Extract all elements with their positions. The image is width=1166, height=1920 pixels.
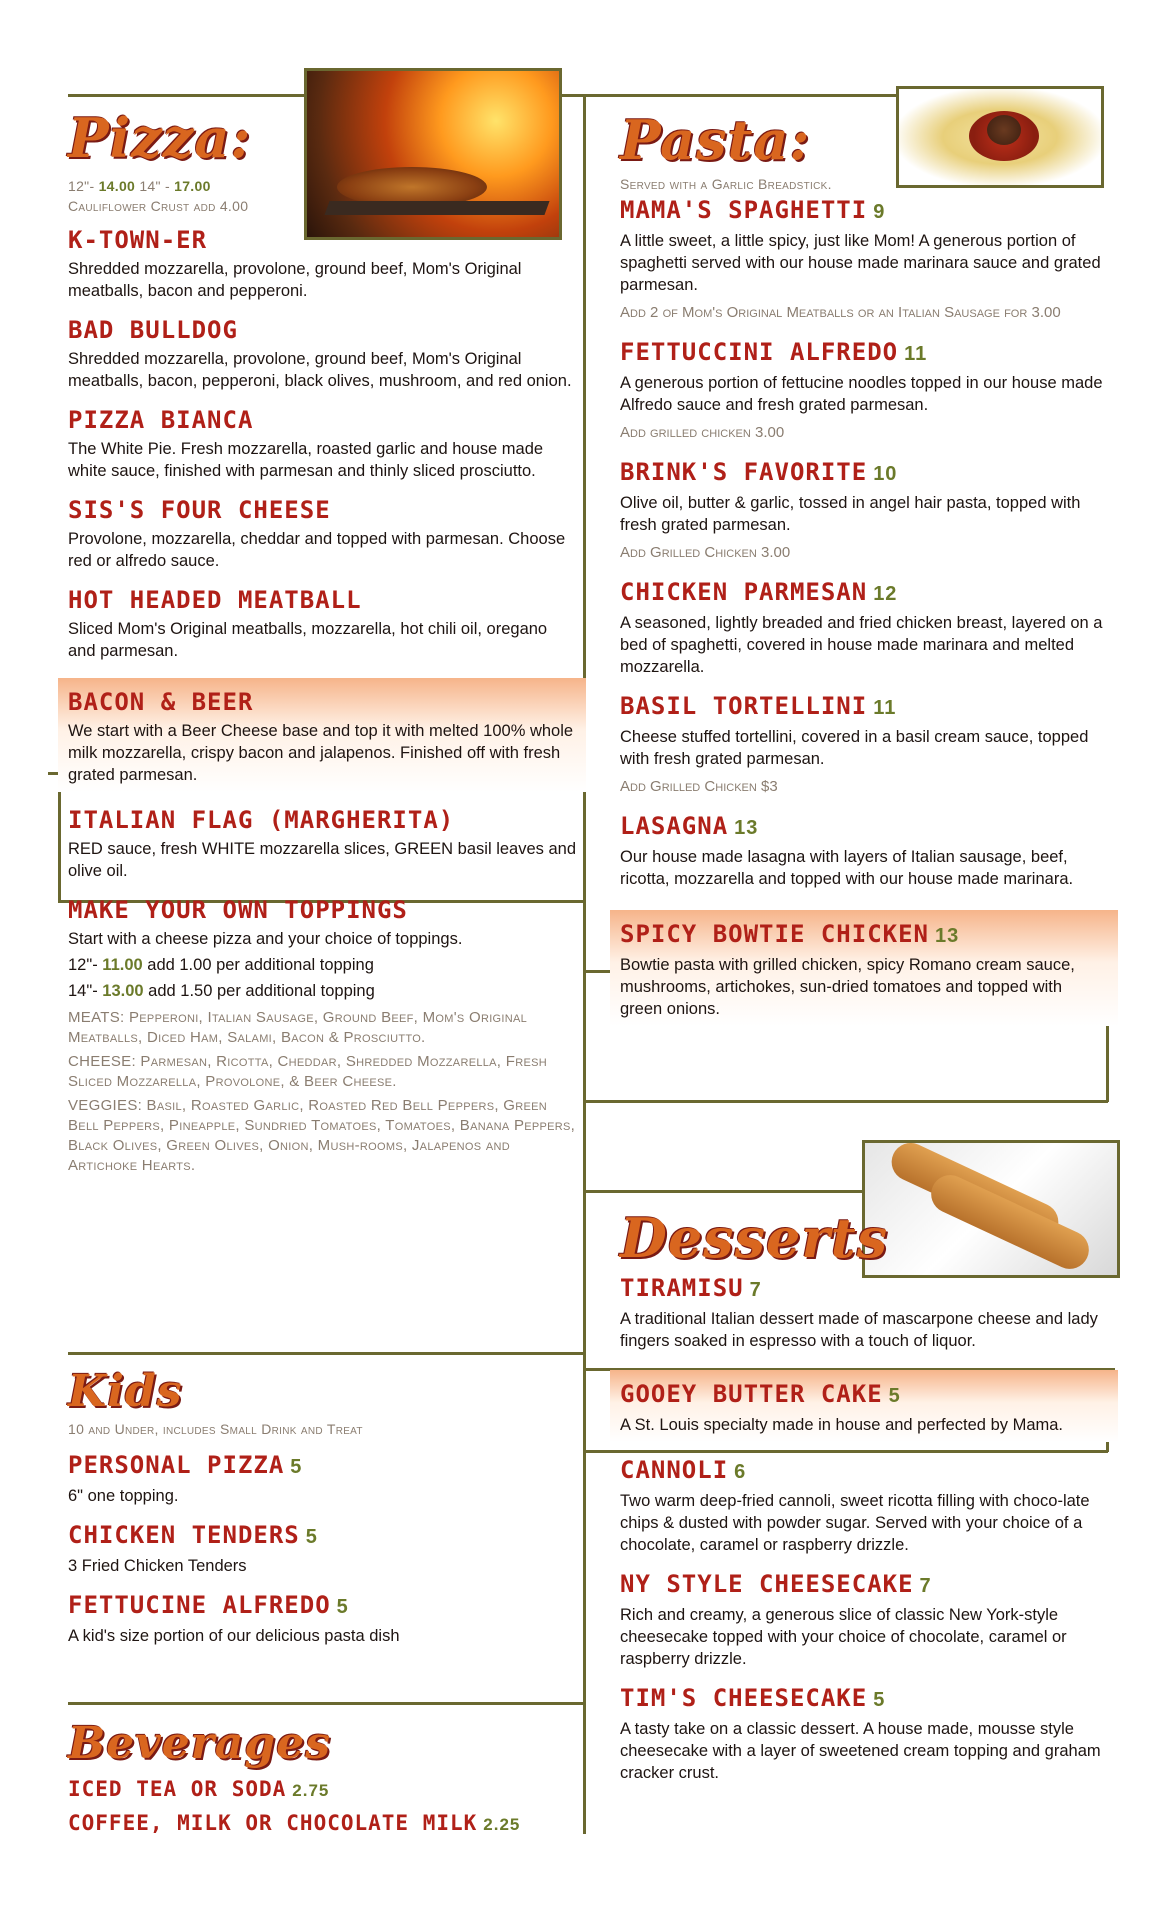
menu-item: CHICKEN TENDERS 5 3 Fried Chicken Tenders bbox=[68, 1521, 318, 1575]
menu-item-featured: GOOEY BUTTER CAKE 5 A St. Louis specialty made in house and perfected by Mama. bbox=[610, 1370, 1118, 1442]
menu-item-featured: BACON & BEER We start with a Beer Cheese base and top it with melted 100% whole milk mozzarella, crispy bacon and jalapenos. Finished off with fresh grated parmesan. bbox=[58, 678, 586, 792]
menu-item: CANNOLI 6 Two warm deep-fried cannoli, sweet ricotta filling with choco-late chips & dusted with powder sugar. Served with your choice of a chocolate, caramel or raspberry drizzle. bbox=[620, 1456, 1090, 1554]
menu-item: TIRAMISU 7 A traditional Italian dessert made of mascarpone cheese and lady fingers soaked in espresso with a touch of liquor. bbox=[620, 1274, 1098, 1350]
menu-item: MAMA'S SPAGHETTI 9 A little sweet, a little spicy, just like Mom! A generous portion of spaghetti served with our house made marinara sauce and grated parmesan. Add 2 of Mom's Original Meatballs or an Italian Sausage for 3.00 bbox=[620, 196, 1101, 321]
frame-top-left bbox=[68, 94, 306, 97]
pizza-section bbox=[68, 106, 576, 1190]
beverages-title: Beverages bbox=[68, 1718, 331, 1769]
frame-kids-divider bbox=[68, 1352, 585, 1355]
menu-item-featured: SPICY BOWTIE CHICKEN 13 Bowtie pasta with grilled chicken, spicy Romano cream sauce, mushrooms, artichokes, sun-dried tomatoes and topped with green onions. bbox=[610, 910, 1118, 1026]
myo-12: 12"- 11.00 add 1.00 per additional topping bbox=[68, 956, 374, 974]
beverages-section bbox=[68, 1718, 576, 1839]
cauliflower-note: Cauliflower Crust add 4.00 bbox=[68, 198, 249, 214]
menu-item: PERSONAL PIZZA 5 6" one topping. bbox=[68, 1451, 303, 1505]
menu-item: ITALIAN FLAG (MARGHERITA) RED sauce, fresh WHITE mozzarella slices, GREEN basil leaves and olive oil. bbox=[68, 806, 577, 880]
menu-item: NY STYLE CHEESECAKE 7 Rich and creamy, a generous slice of classic New York-style cheesecake topped with your choice of chocolate, caramel or raspberry drizzle. bbox=[620, 1570, 1067, 1668]
menu-item: MAKE YOUR OWN TOPPINGS Start with a cheese pizza and your choice of toppings. 12"- 11.00 add 1.00 per additional topping 14"- 13.00 add 1.50 per additional topping MEATS: Pepperoni, Italian Sausage, Ground Beef, Mom's Original Meatballs, Diced Ham, Salami, Bacon & Prosciutto. CHEESE: Parmesan, Ricotta, Cheddar, Shredded Mozzarella, Fresh Sliced Mozzarella, Provolone, & Beer Cheese. VEGGIES: Basil, Roasted Garlic, Roasted Red Bell Peppers, Green Bell Peppers, Pineapple, Sundried Tomatoes, Tomatoes, Banana Peppers, Black Olives, Green Olives, Onion, Mush-rooms, Jalapenos and Artichoke Hearts. bbox=[68, 896, 576, 1174]
toppings-veggies: VEGGIES: Basil, Roasted Garlic, Roasted Red Bell Peppers, Green Bell Peppers, Pineapple, Sundried Tomatoes, Tomatoes, Banana Peppers, Black Olives, Green Olives, Onion, Mush-rooms, Jalapenos and Artichoke Hearts. bbox=[68, 1097, 576, 1174]
menu-item: BRINK'S FAVORITE 10 Olive oil, butter & garlic, tossed in angel hair pasta, topped with fresh grated parmesan. Add Grilled Chicken 3.00 bbox=[620, 458, 1081, 561]
pasta-title: Pasta: bbox=[620, 108, 811, 172]
pasta-section bbox=[620, 108, 1108, 1040]
frame-beverages-divider bbox=[68, 1702, 585, 1705]
menu-item: FETTUCCINI ALFREDO 11 A generous portion of fettucine noodles topped in our house made Alfredo sauce and fresh grated parmesan. Add grilled chicken 3.00 bbox=[620, 338, 1103, 441]
frame-desserts-top bbox=[585, 1190, 865, 1193]
toppings-cheese: CHEESE: Parmesan, Ricotta, Cheddar, Shredded Mozzarella, Fresh Sliced Mozzarella, Provolone, & Beer Cheese. bbox=[68, 1053, 547, 1090]
menu-item: CHICKEN PARMESAN 12 A seasoned, lightly breaded and fried chicken breast, layered on a bed of spaghetti, covered in house made marinara and melted mozzarella. bbox=[620, 578, 1103, 676]
pasta-note: Served with a Garlic Breadstick. bbox=[620, 176, 832, 192]
menu-item: K-TOWN-ER Shredded mozzarella, provolone, ground beef, Mom's Original meatballs, bacon and pepperoni. bbox=[68, 226, 522, 300]
menu-item: BAD BULLDOG Shredded mozzarella, provolone, ground beef, Mom's Original meatballs, bacon, pepperoni, black olives, mushroom, and red onion. bbox=[68, 316, 572, 390]
desserts-section bbox=[620, 1206, 1108, 1798]
menu-item: TIM'S CHEESECAKE 5 A tasty take on a classic dessert. A house made, mousse style cheesecake with a layer of sweetened cream topping and graham cracker crust. bbox=[620, 1684, 1101, 1782]
kids-note: 10 and Under, includes Small Drink and Treat bbox=[68, 1421, 363, 1437]
beverage-item: ICED TEA OR SODA 2.75 bbox=[68, 1777, 330, 1801]
frame-top-right bbox=[562, 94, 897, 97]
frame-bowtie-bottom bbox=[585, 1100, 1108, 1103]
pizza-title: Pizza: bbox=[68, 106, 252, 170]
desserts-title: Desserts bbox=[620, 1206, 889, 1270]
frame-center-vertical bbox=[583, 94, 586, 1834]
beverage-item: COFFEE, MILK OR CHOCOLATE MILK 2.25 bbox=[68, 1811, 521, 1835]
menu-item: SIS'S FOUR CHEESE Provolone, mozzarella, cheddar and topped with parmesan. Choose red or alfredo sauce. bbox=[68, 496, 566, 570]
menu-item: FETTUCINE ALFREDO 5 A kid's size portion of our delicious pasta dish bbox=[68, 1591, 400, 1645]
menu-item: LASAGNA 13 Our house made lasagna with layers of Italian sausage, beef, ricotta, mozzarella and topped with our house made marinara. bbox=[620, 812, 1074, 888]
myo-14: 14"- 13.00 add 1.50 per additional topping bbox=[68, 982, 375, 1000]
kids-title: Kids bbox=[68, 1366, 183, 1417]
price-14: 17.00 bbox=[174, 178, 211, 194]
menu-item: HOT HEADED MEATBALL Sliced Mom's Original meatballs, mozzarella, hot chili oil, oregano and parmesan. bbox=[68, 586, 548, 660]
price-12: 14.00 bbox=[98, 178, 136, 194]
menu-item: BASIL TORTELLINI 11 Cheese stuffed tortellini, covered in a basil cream sauce, topped with fresh grated parmesan. Add Grilled Chicken $3 bbox=[620, 692, 1089, 795]
toppings-meats: MEATS: Pepperoni, Italian Sausage, Ground Beef, Mom's Original Meatballs, Diced Ham, Salami, Bacon & Prosciutto. bbox=[68, 1009, 528, 1046]
menu-item: PIZZA BIANCA The White Pie. Fresh mozzarella, roasted garlic and house made white sauce, finished with parmesan and thinly sliced prosciutto. bbox=[68, 406, 544, 480]
kids-section bbox=[68, 1366, 576, 1661]
pizza-size-prices: 12"- 14.00 14" - 17.00 bbox=[68, 178, 211, 194]
